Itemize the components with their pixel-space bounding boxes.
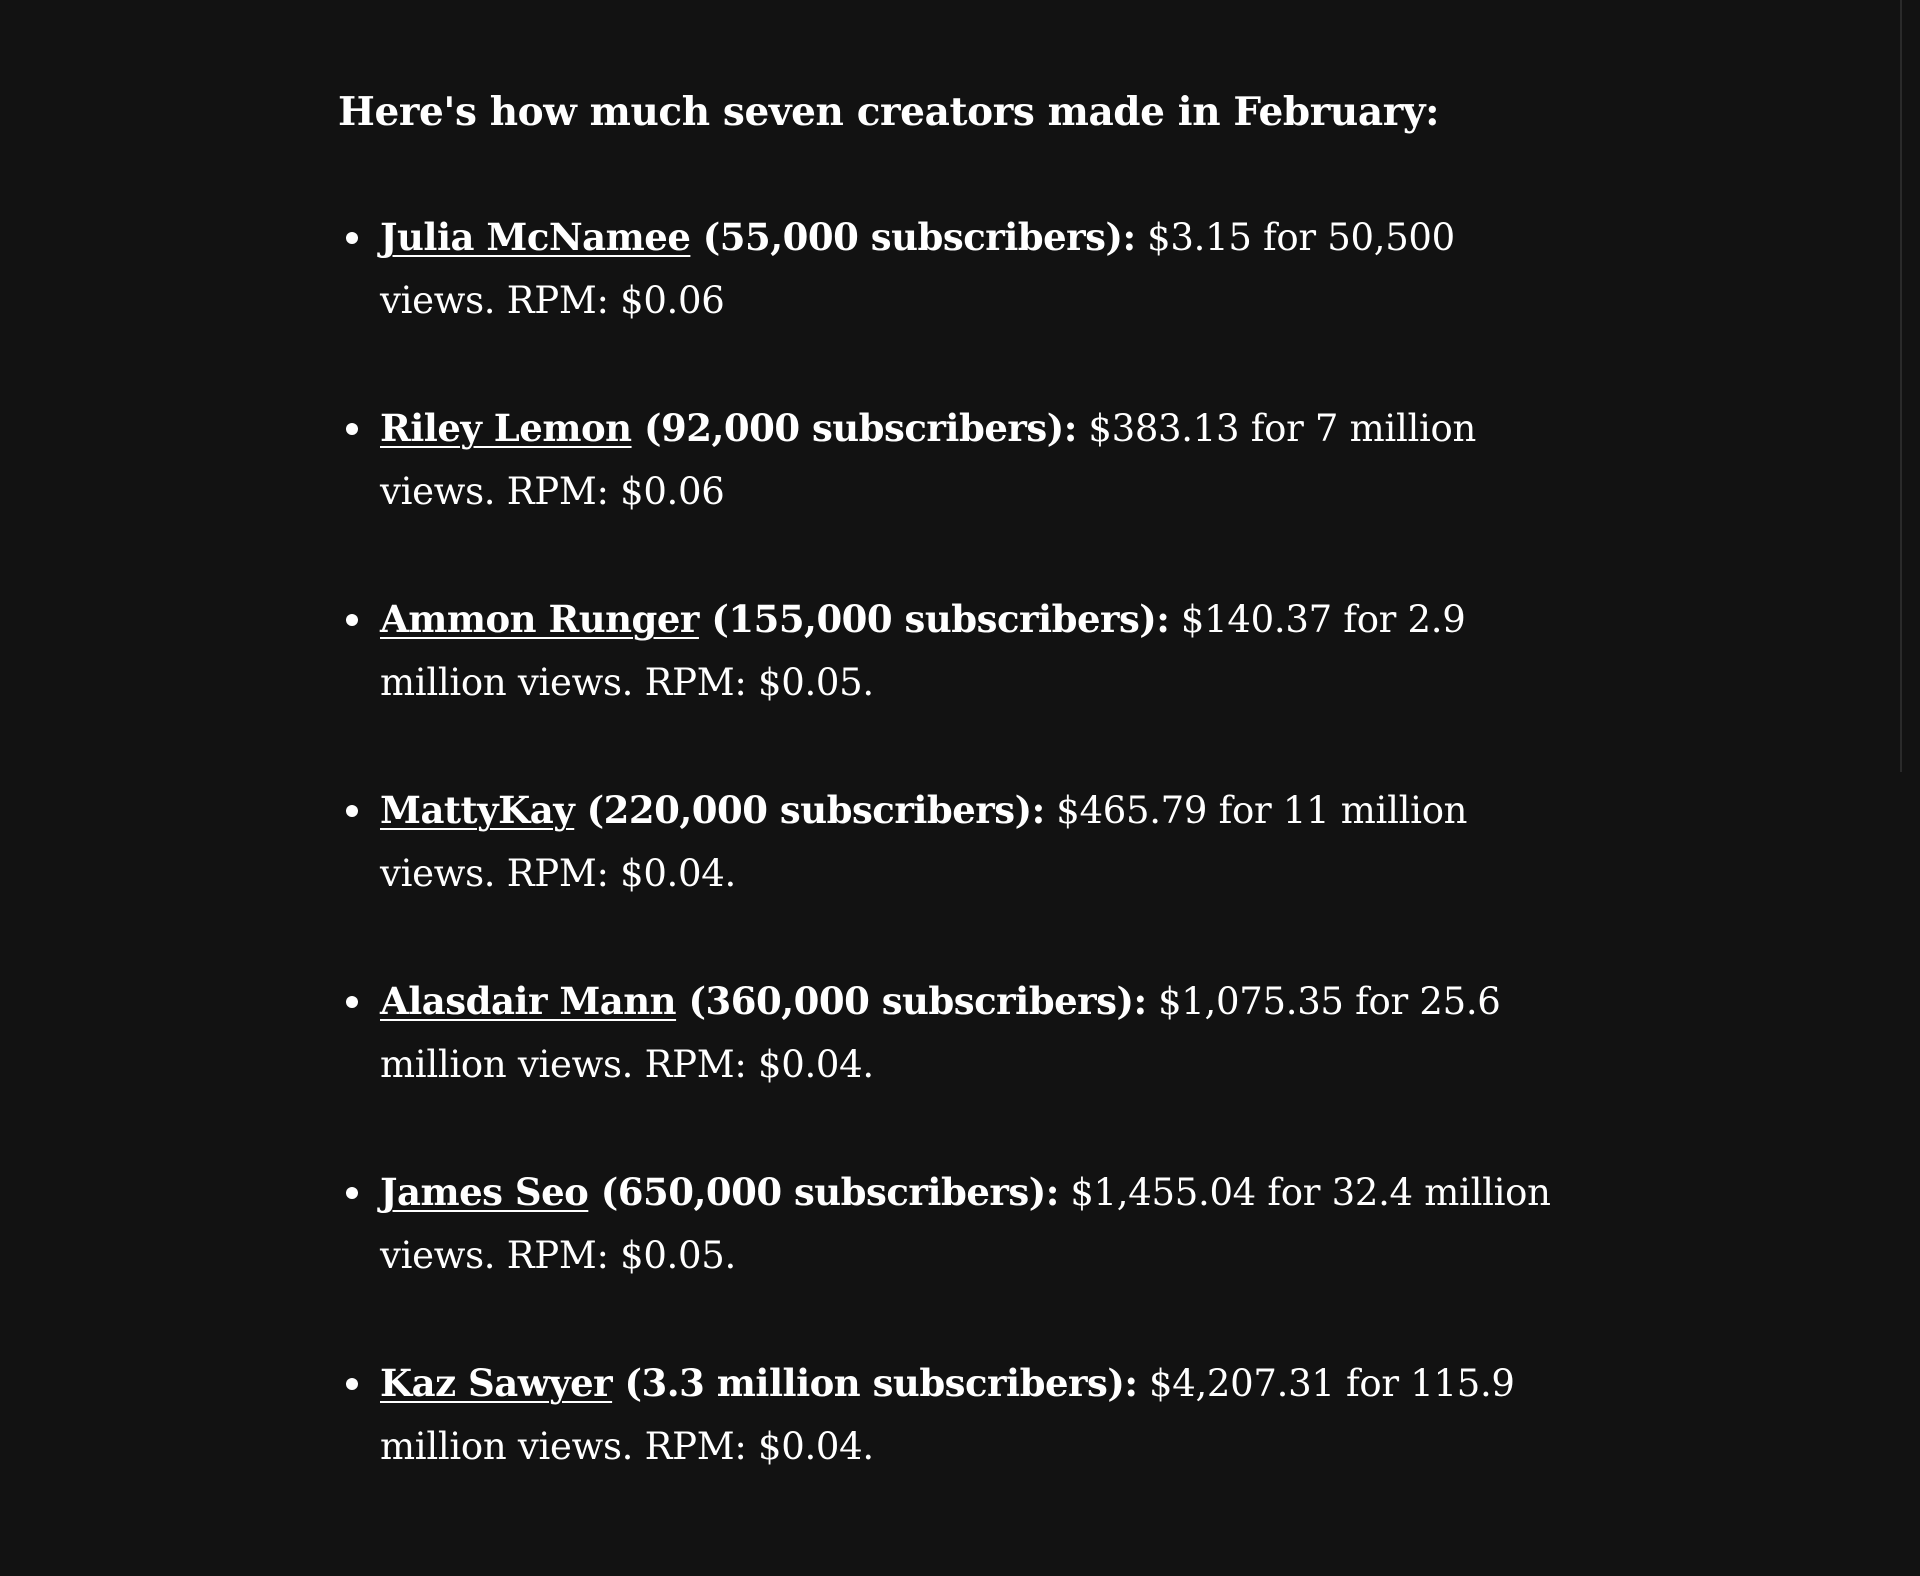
earnings-details: $1,075.35 for 25.6 million views. RPM: $0.04. xyxy=(380,980,1501,1086)
creator-link[interactable]: Julia McNamee xyxy=(380,215,691,259)
bullet-icon xyxy=(346,423,358,435)
list-item xyxy=(338,779,1578,905)
list-item-text xyxy=(380,206,1570,332)
list-item xyxy=(338,206,1578,332)
list-item xyxy=(338,1161,1578,1287)
creator-link[interactable]: Kaz Sawyer xyxy=(380,1361,613,1405)
earnings-details: $3.15 for 50,500 views. RPM: $0.06 xyxy=(380,216,1455,322)
earnings-details: $140.37 for 2.9 million views. RPM: $0.05. xyxy=(380,598,1466,704)
subscriber-count: (155,000 subscribers): xyxy=(698,597,1170,641)
creator-link[interactable]: James Seo xyxy=(380,1170,589,1214)
bullet-icon xyxy=(346,805,358,817)
earnings-details: $1,455.04 for 32.4 million views. RPM: $0.05. xyxy=(380,1171,1551,1277)
list-item-text xyxy=(380,779,1570,905)
bullet-icon xyxy=(346,996,358,1008)
subscriber-count: (92,000 subscribers): xyxy=(631,406,1077,450)
list-item xyxy=(338,588,1578,714)
earnings-details: $383.13 for 7 million views. RPM: $0.06 xyxy=(380,407,1477,513)
creator-link[interactable]: Alasdair Mann xyxy=(380,979,677,1023)
creator-link[interactable]: Ammon Runger xyxy=(380,597,699,641)
bullet-icon xyxy=(346,614,358,626)
bullet-icon xyxy=(346,1187,358,1199)
article xyxy=(338,80,1578,1468)
creator-list xyxy=(338,206,1578,1543)
subscriber-count: (360,000 subscribers): xyxy=(676,979,1147,1023)
bullet-icon xyxy=(346,232,358,244)
list-item-text xyxy=(380,397,1570,523)
subscriber-count: (220,000 subscribers): xyxy=(574,788,1045,832)
bullet-icon xyxy=(346,1378,358,1390)
list-item-text xyxy=(380,1352,1570,1478)
earnings-details: $465.79 for 11 million views. RPM: $0.04. xyxy=(380,789,1468,895)
list-item-text xyxy=(380,588,1570,714)
scrollbar[interactable] xyxy=(1900,0,1902,772)
list-item xyxy=(338,397,1578,523)
creator-link[interactable]: MattyKay xyxy=(380,788,575,832)
list-item xyxy=(338,1352,1578,1478)
list-item-text xyxy=(380,970,1570,1096)
earnings-details: $4,207.31 for 115.9 million views. RPM: $0.04. xyxy=(380,1362,1515,1468)
subscriber-count: (3.3 million subscribers): xyxy=(612,1361,1138,1405)
creator-link[interactable]: Riley Lemon xyxy=(380,406,632,450)
list-item xyxy=(338,970,1578,1096)
subscriber-count: (55,000 subscribers): xyxy=(690,215,1136,259)
list-item-text xyxy=(380,1161,1570,1287)
subscriber-count: (650,000 subscribers): xyxy=(588,1170,1059,1214)
article-heading: Here's how much seven creators made in February: xyxy=(338,89,1440,135)
